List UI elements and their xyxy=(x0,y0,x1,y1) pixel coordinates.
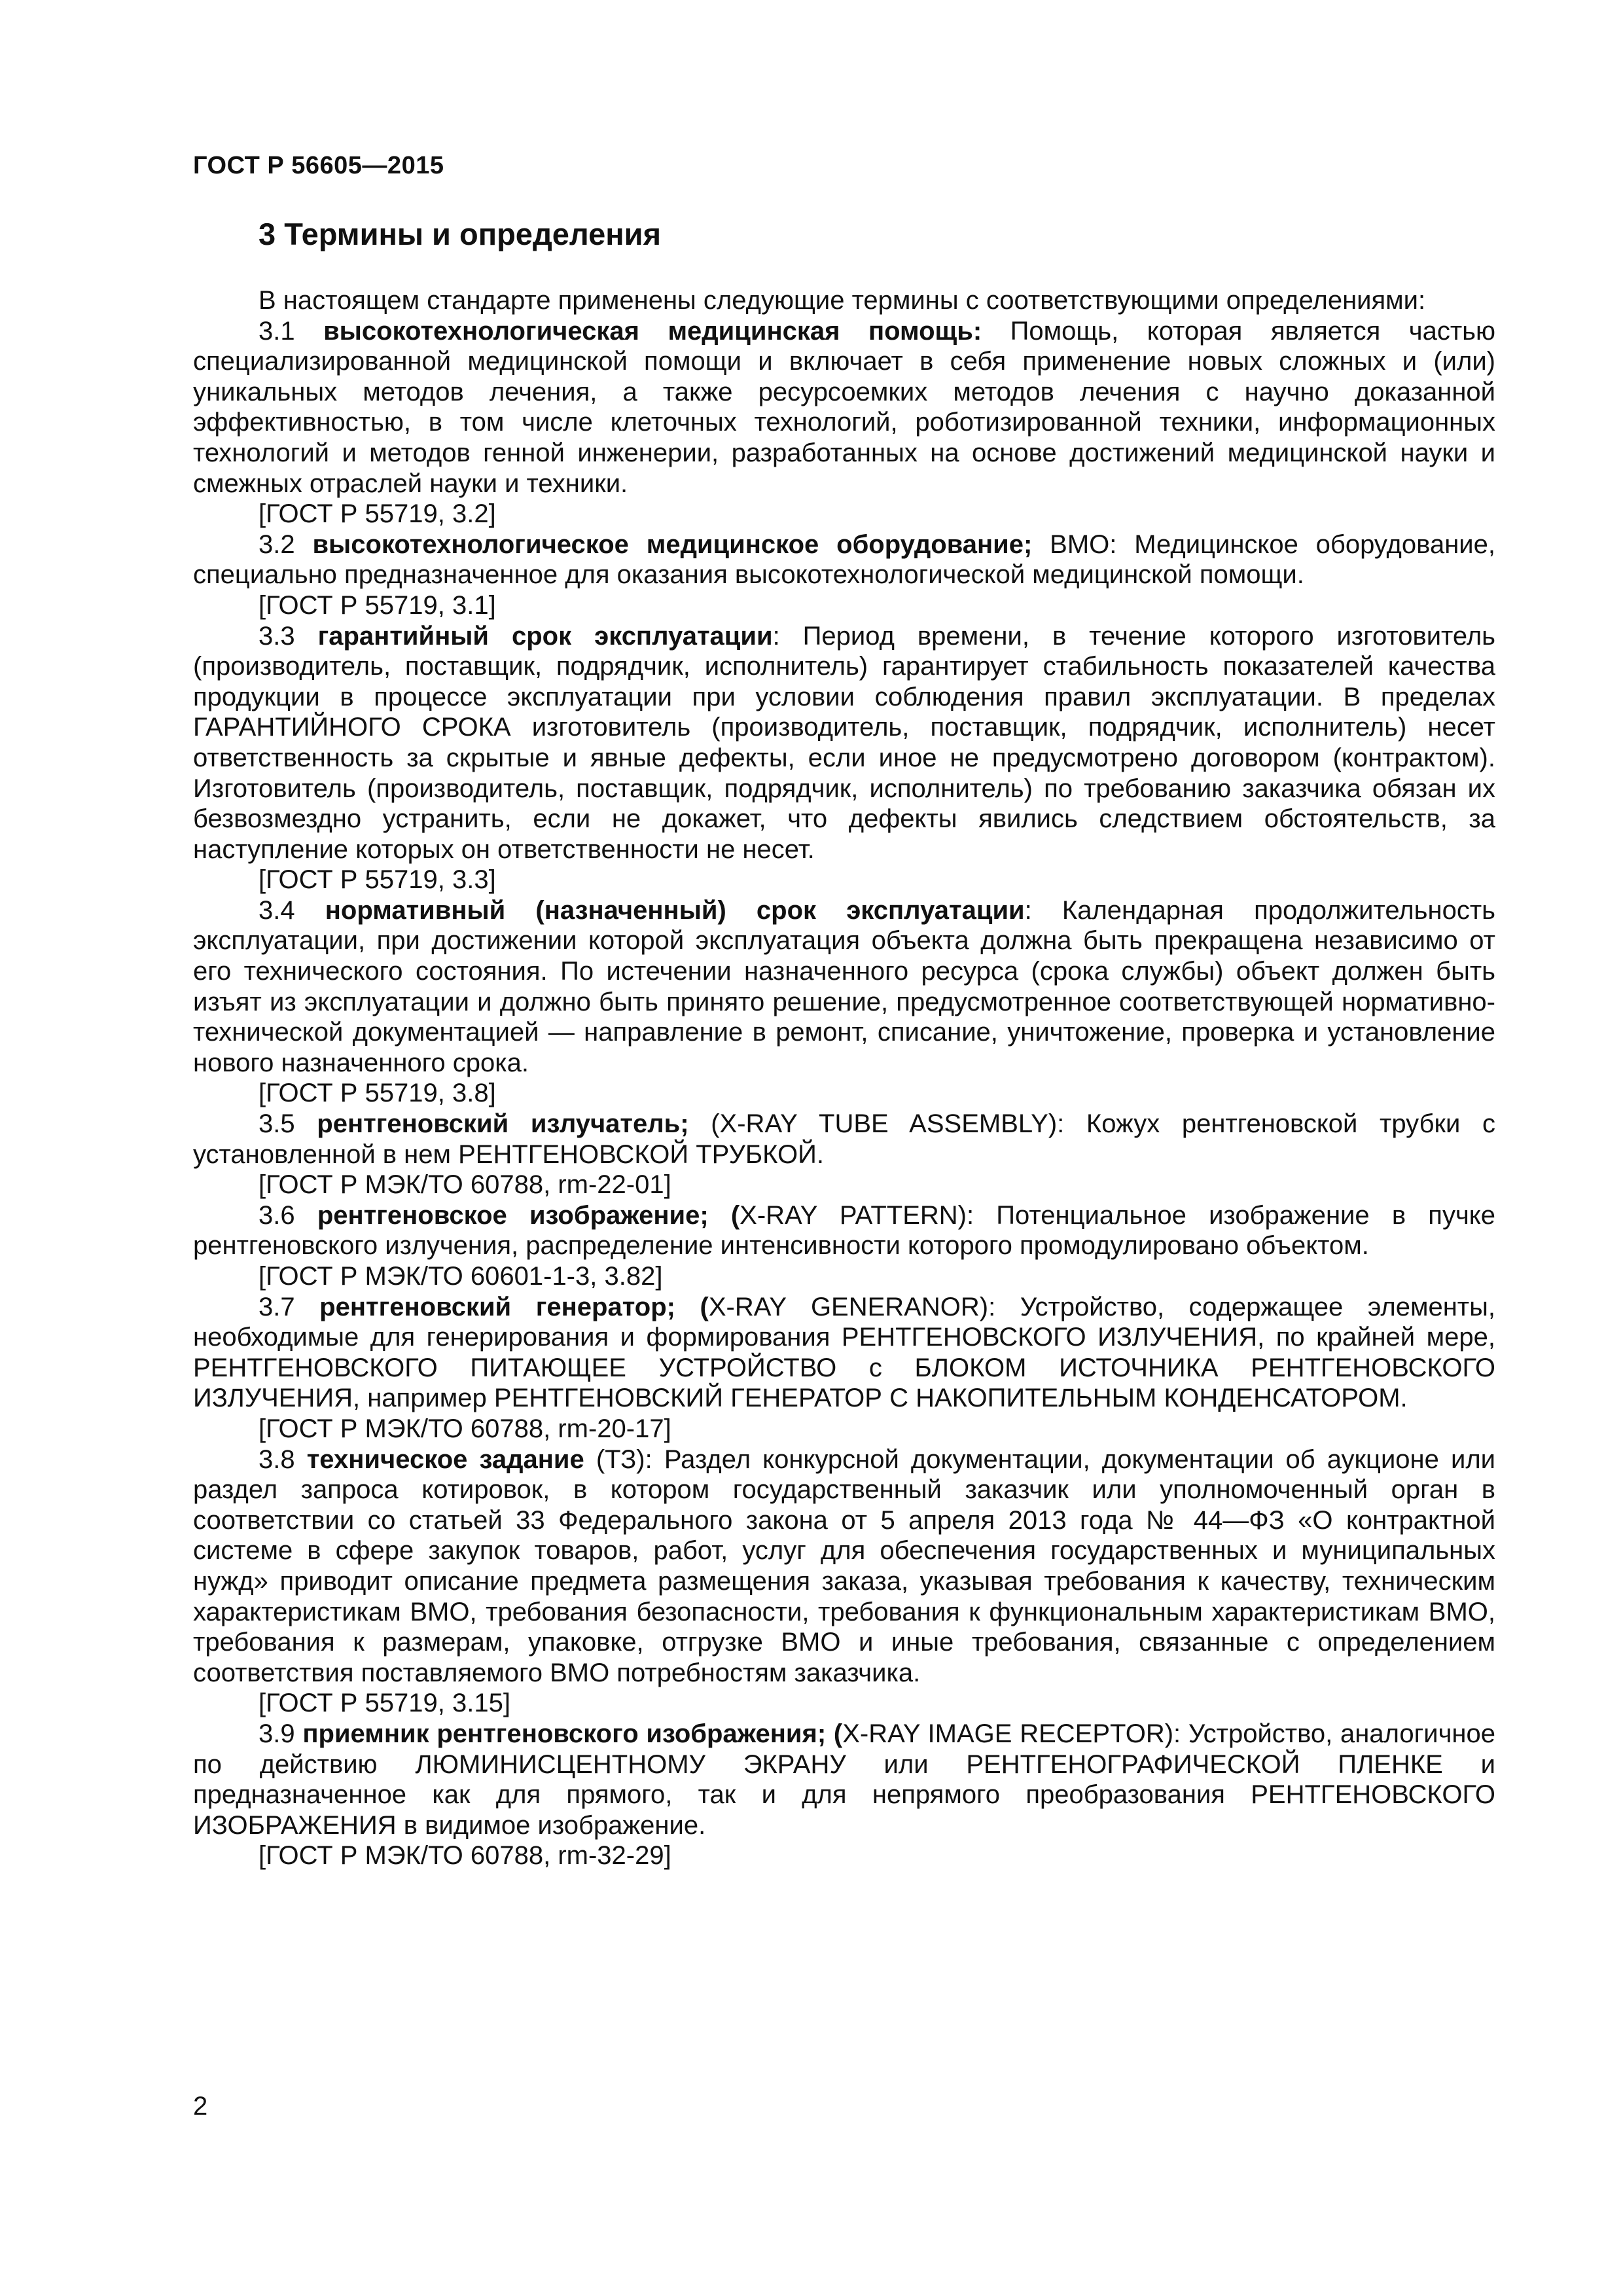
term-source-3-9: [ГОСТ Р МЭК/ТО 60788, rm-32-29] xyxy=(259,1841,671,1871)
term-number: 3.7 xyxy=(259,1292,295,1321)
term-name: гарантийный срок эксплуатации xyxy=(317,621,773,651)
term-definition: : Период времени, в течение которого изготовитель (производитель, поставщик, подрядчик, исполнитель) гарантирует стабильность показателей качества продукции в процессе эксплуатации при условии соблюдения правил эксплуатации. В пределах ГАРАНТИЙНОГО СРОКА изготовитель (производитель, поставщик, подрядчик, исполнитель) несет ответственность за скрытые и явные дефекты, если иное не предусмотрено договором (контрактом). Изготовитель (производитель, поставщик, подрядчик, исполнитель) по требованию заказчика обязан их безвозмездно устранить, если не докажет, что дефекты явились следствием обстоятельств, за наступление которых он ответственности не несет. xyxy=(193,621,1495,864)
term-source-3-8: [ГОСТ Р 55719, 3.15] xyxy=(259,1689,510,1718)
term-source-3-6: [ГОСТ Р МЭК/ТО 60601-1-3, 3.82] xyxy=(259,1262,663,1291)
term-entry-3-3 xyxy=(193,621,1495,865)
term-entry-3-9 xyxy=(193,1719,1495,1840)
term-source-3-3: [ГОСТ Р 55719, 3.3] xyxy=(259,865,496,895)
terms-content xyxy=(193,285,1495,1871)
term-source-3-4: [ГОСТ Р 55719, 3.8] xyxy=(259,1079,496,1108)
term-number: 3.4 xyxy=(259,895,295,925)
term-number: 3.5 xyxy=(259,1109,295,1139)
term-source-3-2: [ГОСТ Р 55719, 3.1] xyxy=(259,590,496,620)
term-number: 3.1 xyxy=(259,316,295,346)
term-name: рентгеновский генератор; ( xyxy=(319,1292,709,1321)
term-name: высокотехнологическое медицинское оборудование; xyxy=(312,529,1033,559)
term-name: рентгеновское изображение; ( xyxy=(317,1200,740,1230)
term-definition: Помощь, которая является частью специализированной медицинской помощи и включает в себя применение новых сложных и (или) уникальных методов лечения, а также ресурсоемких методов лечения с научно доказанной эффективностью, в том числе клеточных технологий, роботизированной техники, информационных технологий и методов генной инженерии, разработанных на основе достижений медицинской науки и смежных отраслей науки и техники. xyxy=(193,316,1495,498)
term-number: 3.2 xyxy=(259,529,295,559)
term-definition: X-RAY PATTERN): Потенциальное изображение в пучке рентгеновского излучения, распределение интенсивности которого промодулировано объектом. xyxy=(193,1200,1495,1261)
term-name: нормативный (назначенный) срок эксплуатации xyxy=(325,895,1025,925)
term-definition: (ТЗ): Раздел конкурсной документации, документации об аукционе или раздел запроса котировок, в котором государственный заказчик или уполномоченный орган в соответствии со статьей 33 Федерального закона от 5 апреля 2013 года № 44—ФЗ «О контрактной системе в сфере закупок товаров, работ, услуг для обеспечения государственных и муниципальных нужд» приводит описание предмета размещения заказа, указывая требования к качеству, техническим характеристикам ВМО, требования безопасности, требования к функциональным характеристикам ВМО, требования к размерам, упаковке, отгрузке ВМО и иные требования, связанные с определением соответствия поставляемого ВМО потребностям заказчика. xyxy=(193,1444,1496,1687)
intro-paragraph: В настоящем стандарте применены следующие термины с соответствующими определениями: xyxy=(259,286,1426,315)
term-entry-3-4 xyxy=(193,895,1495,1079)
term-entry-3-5 xyxy=(193,1109,1495,1170)
term-source-3-1: [ГОСТ Р 55719, 3.2] xyxy=(259,499,496,529)
term-definition: X-RAY IMAGE RECEPTOR): Устройство, аналогичное по действию ЛЮМИНИСЦЕНТНОМУ ЭКРАНУ или РЕНТГЕНОГРАФИЧЕСКОЙ ПЛЕНКЕ и предназначенное как для прямого, так и для непрямого преобразования РЕНТГЕНОВСКОГО ИЗОБРАЖЕНИЯ в видимое изображение. xyxy=(193,1719,1495,1840)
term-name: техническое задание xyxy=(306,1444,584,1474)
term-entry-3-7 xyxy=(193,1292,1495,1414)
term-entry-3-6 xyxy=(193,1200,1495,1261)
term-definition: ВМО: Медицинское оборудование, специально предназначенное для оказания высокотехнологической медицинской помощи. xyxy=(193,529,1495,590)
term-source-3-7: [ГОСТ Р МЭК/ТО 60788, rm-20-17] xyxy=(259,1414,671,1443)
document-code: ГОСТ Р 56605—2015 xyxy=(193,152,444,179)
term-number: 3.6 xyxy=(259,1200,295,1230)
term-definition: X-RAY GENERANOR): Устройство, содержащее элементы, необходимые для генерирования и формирования РЕНТГЕНОВСКОГО ИЗЛУЧЕНИЯ, по крайней мере, РЕНТГЕНОВСКОГО ПИТАЮЩЕЕ УСТРОЙСТВО с БЛОКОМ ИСТОЧНИКА РЕНТГЕНОВСКОГО ИЗЛУЧЕНИЯ, например РЕНТГЕНОВСКИЙ ГЕНЕРАТОР С НАКОПИТЕЛЬНЫМ КОНДЕНСАТОРОМ. xyxy=(193,1292,1495,1413)
term-entry-3-8 xyxy=(193,1444,1495,1689)
term-name: рентгеновский излучатель; xyxy=(317,1109,689,1139)
term-entry-3-1 xyxy=(193,316,1495,499)
term-number: 3.3 xyxy=(259,621,295,651)
term-definition: (X-RAY TUBE ASSEMBLY): Кожух рентгеновской трубки с установленной в нем РЕНТГЕНОВСКОЙ ТРУБКОЙ. xyxy=(193,1109,1495,1169)
term-entry-3-2 xyxy=(193,529,1495,590)
term-definition: : Календарная продолжительность эксплуатации, при достижении которой эксплуатация объекта должна быть прекращена независимо от его технического состояния. По истечении назначенного ресурса (срока службы) объект должен быть изъят из эксплуатации и должно быть принято решение, предусмотренное соответствующей нормативно-технической документацией — направление в ремонт, списание, уничтожение, проверка и установление нового назначенного срока. xyxy=(193,895,1495,1077)
section-heading: 3 Термины и определения xyxy=(259,217,661,251)
term-name: приемник рентгеновского изображения; ( xyxy=(302,1719,843,1748)
term-number: 3.9 xyxy=(259,1719,295,1748)
term-source-3-5: [ГОСТ Р МЭК/ТО 60788, rm-22-01] xyxy=(259,1170,671,1200)
page-number: 2 xyxy=(193,2092,208,2121)
term-number: 3.8 xyxy=(259,1444,295,1474)
term-name: высокотехнологическая медицинская помощь: xyxy=(323,316,982,346)
